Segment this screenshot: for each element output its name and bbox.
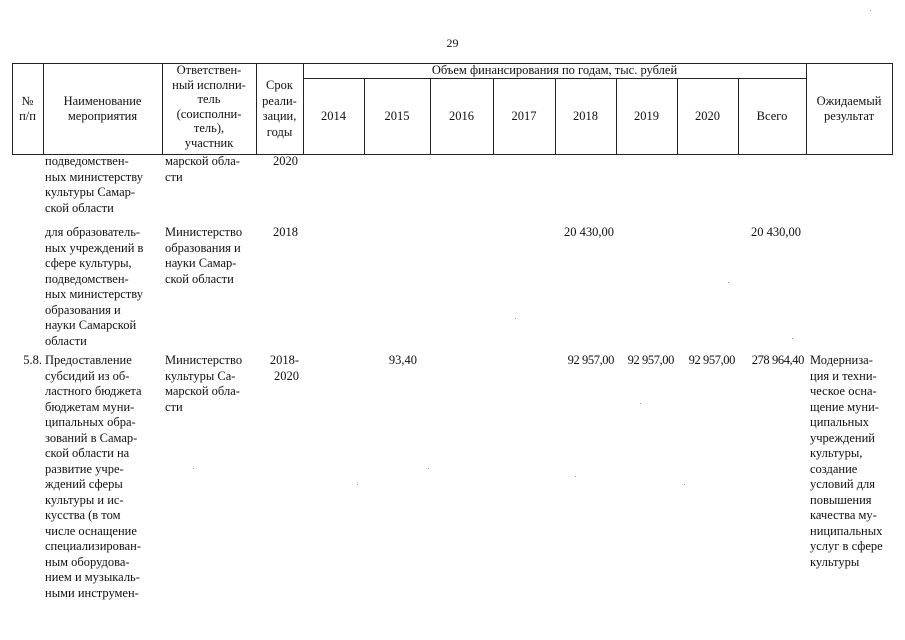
scan-speck [792, 338, 793, 339]
table-row-term: 2020 [273, 154, 298, 168]
scan-speck [428, 468, 429, 469]
value-2020: 92 957,00 [688, 353, 735, 367]
page-number: 29 [446, 36, 459, 50]
header-year: 2019 [634, 108, 659, 123]
header-result: Ожидаемый результат [816, 93, 882, 123]
table-row-responsible: марской обла- сти [165, 154, 240, 184]
table-row-responsible: Министерство культуры Са- марской обла- сти [165, 353, 243, 414]
scan-speck [575, 476, 576, 477]
header-year: 2020 [695, 108, 720, 123]
header-total: Всего [756, 108, 788, 123]
table-row-name: Предоставление субсидий из об- ластного бюджета бюджетам муни- ципальных обра- зований в Самар- ской области на развитие учре- ждений сферы культуры и ис- кусства (в том числе оснащение специализирован- ным оборудова- нием и музыкаль- ными инструмен- [45, 353, 142, 600]
table-row-num: 5.8. [23, 353, 42, 367]
value-total: 278 964,40 [751, 353, 804, 367]
column-divider [892, 63, 893, 155]
table-row-name: для образователь- ных учреждений в сфере культуры, подведомствен- ных министерству образования и науки Самарской области [45, 225, 144, 348]
value-2015: 93,40 [388, 353, 417, 367]
scan-speck [515, 318, 516, 319]
header-funding-title: Объем финансирования по годам, тыс. рублей [431, 63, 678, 77]
header-name: Наименование мероприятия [63, 93, 142, 123]
header-num: № п/п [19, 93, 36, 123]
table-row-term: 2018- 2020 [269, 353, 299, 383]
header-year: 2015 [384, 108, 410, 123]
table-row-responsible: Министерство образования и науки Самар- ской области [165, 225, 243, 286]
header-year: 2017 [511, 108, 537, 123]
table-row-name: подведомствен- ных министерству культуры Самар- ской области [45, 154, 143, 215]
header-responsible: Ответствен- ный исполни- тель (соисполни- тель), участник [172, 63, 246, 150]
value-total: 20 430,00 [751, 225, 801, 239]
header-year: 2016 [449, 108, 474, 123]
value-2019: 92 957,00 [627, 353, 674, 367]
scan-speck [357, 484, 358, 485]
header-year: 2014 [321, 108, 346, 123]
scan-speck [640, 403, 641, 404]
header-year: 2018 [573, 108, 598, 123]
value-2018: 92 957,00 [567, 353, 614, 367]
scan-speck [728, 282, 729, 283]
value-2018: 20 430,00 [564, 225, 614, 239]
table-row-result: Модерниза- ция и техни- ческое осна- щение муни- ципальных учреждений культуры, создание условий для повышения качества му- ниципальных услуг в сфере культуры [810, 353, 883, 569]
scan-speck [684, 484, 685, 485]
scan-speck [193, 468, 194, 469]
header-term: Срок реали- зации, годы [262, 78, 297, 139]
table-row-term: 2018 [273, 225, 298, 239]
scan-speck [870, 10, 871, 11]
